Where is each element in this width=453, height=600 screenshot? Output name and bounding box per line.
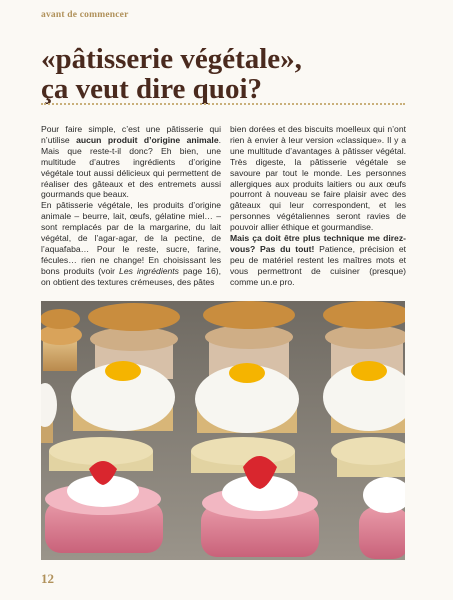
page-title-line-1: «pâtisserie végétale»,	[41, 43, 302, 75]
text-column-left	[41, 124, 221, 288]
crumble-cake	[41, 309, 82, 371]
emphasis-text: aucun produit d’origine animale	[76, 134, 219, 145]
dotted-divider	[41, 103, 405, 105]
pastries-photo	[41, 301, 405, 560]
paragraph	[230, 233, 406, 288]
text-run: . Mais que reste-t-il donc? Eh bien, une multitude d’autres ingrédients d’origine végétale tout aussi délicieux qui permettent de réaliser des gâteaux et des entremets aussi gourmands que beaux.	[41, 134, 221, 200]
section-label: avant de commencer	[41, 10, 129, 20]
page-title-line-2: ça veut dire quoi?	[41, 73, 262, 105]
text-run: En pâtisserie végétale, les produits d’origine animale – beurre, lait, œufs, gélatine miel… – sont remplacés par de la margarine, du lait végétal, de l’agar-agar, de la pectine, de l’aquafaba… Pour le reste, sucre, farine, fécules… rien ne change! En choisissant les bons produits (voir	[41, 200, 221, 276]
text-run: Pour faire simple, c’est une pâtisserie qui n’utilise	[41, 124, 221, 145]
page-number: 12	[41, 571, 54, 586]
strawberry-glazed-cake	[45, 437, 163, 553]
paragraph	[41, 200, 221, 287]
cross-reference-text: Les ingrédients	[119, 265, 179, 276]
paragraph	[41, 124, 221, 200]
text-run: page 16), on obtient des textures crémeuses, des pâtes	[41, 265, 221, 287]
text-run: Patience, précision et peu de matériel restent les maîtres mots et vous permettront de cuisiner (presque) comme un.e pro.	[230, 243, 406, 287]
page-title	[41, 44, 421, 104]
text-column-right	[230, 124, 406, 288]
emphasis-text: Mais ça doit être plus technique me direz-vous? Pas du tout!	[230, 233, 406, 254]
paragraph: bien dorées et des biscuits moelleux qui n’ont rien à envier à leur version «classique». Il y a une multitude d’avantages à pâtisser végétal. Très digeste, la pâtisserie végétale se savoure par tout le monde. Les personnes allergiques aux produits laitiers ou aux œufs pourront à nouveau se faire plaisir avec des gâteaux qui leur correspondent, et les personnes végétaliennes seront ravies de pouvoir allier éthique et gourmandise.	[230, 124, 406, 233]
